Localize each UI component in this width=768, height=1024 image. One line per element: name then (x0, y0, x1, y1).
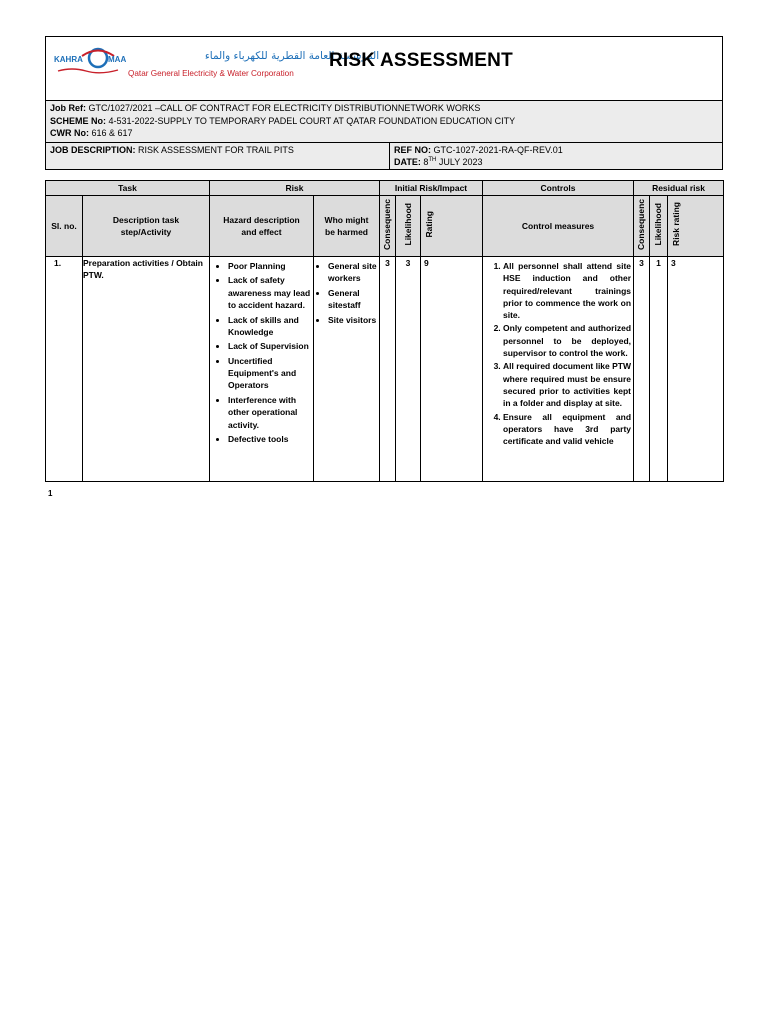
col-description: Description task step/Activity (83, 196, 210, 257)
col-hazard: Hazard description and effect (210, 196, 314, 257)
document-header (45, 36, 723, 170)
col-res-rating-label: Risk rating (671, 202, 682, 247)
group-task: Task (46, 181, 210, 196)
date-rest: JULY 2023 (436, 156, 483, 167)
col-consequence-label: Consequenc (382, 198, 393, 250)
hazard-item: • Lack of safety awareness may lead to accident hazard. (228, 274, 313, 311)
ref-no-label: REF NO: (394, 144, 431, 155)
row-likelihood: 3 (396, 257, 421, 482)
row-description: Preparation activities / Obtain PTW. (83, 257, 210, 482)
job-ref-value: GTC/1027/2021 –CALL OF CONTRACT FOR ELECTRICITY DISTRIBUTIONNETWORK WORKS (86, 103, 481, 113)
hazard-item: • Poor Planning (228, 260, 313, 272)
row-consequence: 3 (380, 257, 396, 482)
table-group-header-row (46, 181, 724, 196)
control-measure-list (483, 260, 633, 447)
row-who-harmed (314, 257, 380, 482)
hazard-item: • Lack of Supervision (228, 340, 313, 352)
job-description-label: JOB DESCRIPTION: (50, 144, 136, 155)
logo-arabic-name: المؤسسة العامة القطرية للكهرباء والماء (204, 50, 380, 62)
table-row (46, 257, 724, 482)
group-initial-risk: Initial Risk/Impact (380, 181, 483, 196)
col-consequence (380, 196, 396, 257)
group-controls: Controls (483, 181, 634, 196)
who-harmed-list (314, 260, 379, 326)
date-day: 8 (420, 156, 429, 167)
group-risk: Risk (210, 181, 380, 196)
col-rating (421, 196, 483, 257)
job-ref-label: Job Ref: (50, 103, 86, 113)
control-measure-item: 2. Only competent and authorized personnel to be deployed, supervisor to control the work. (503, 322, 631, 359)
control-measure-item: 1. All personnel shall attend site HSE induction and other required/relevant trainings prior to commence the work on site. (503, 260, 631, 321)
job-description-cell (46, 143, 390, 169)
col-sl-no: Sl. no. (46, 196, 83, 257)
who-harmed-item: • General site workers (328, 260, 379, 285)
job-ref-line (50, 102, 718, 115)
risk-assessment-table (45, 180, 724, 482)
scheme-value: 4-531-2022-SUPPLY TO TEMPORARY PADEL COURT AT QATAR FOUNDATION EDUCATION CITY (106, 115, 516, 126)
hazard-item: • Defective tools (228, 433, 313, 445)
col-res-likelihood-label: Likelihood (653, 203, 664, 246)
page-number: 1 (48, 489, 53, 498)
col-res-consequence-label: Consequenc (636, 198, 647, 250)
row-sl-no: 1. (46, 257, 83, 482)
hazard-item: • Lack of skills and Knowledge (228, 314, 313, 339)
logo-brand-right: MAA (108, 55, 127, 64)
job-description-row (46, 143, 722, 169)
logo-english-name: Qatar General Electricity & Water Corporation (128, 69, 294, 78)
row-res-rating: 3 (668, 257, 724, 482)
col-res-rating (668, 196, 724, 257)
cwr-line (50, 127, 718, 140)
ref-no-value: GTC-1027-2021-RA-QF-REV.01 (431, 144, 563, 155)
header-title-row (46, 37, 722, 101)
who-harmed-item: • Site visitors (328, 314, 379, 326)
date-label: DATE: (394, 156, 421, 167)
who-harmed-item: • General sitestaff (328, 287, 379, 312)
col-likelihood (396, 196, 421, 257)
job-info-block (46, 101, 722, 143)
group-residual-risk: Residual risk (634, 181, 724, 196)
cwr-label: CWR No: (50, 128, 89, 138)
logo-brand-left: KAHRA (54, 55, 83, 64)
scheme-line (50, 115, 718, 128)
ref-no-line (394, 144, 718, 156)
document-title: RISK ASSESSMENT (329, 50, 513, 71)
col-res-consequence (634, 196, 650, 257)
reference-cell (390, 143, 722, 169)
control-measure-item: 3. All required document like PTW where required must be ensure secured prior to activities kept in a folder and display at site. (503, 360, 631, 409)
date-suffix: TH (428, 156, 437, 163)
hazard-list (210, 260, 313, 445)
logo-brand-mark (54, 49, 126, 73)
hazard-item: • Interference with other operational activity. (228, 394, 313, 431)
col-res-likelihood (650, 196, 668, 257)
control-measure-item: 4. Ensure all equipment and operators have 3rd party certificate and valid vehicle (503, 411, 631, 448)
row-control-measures (483, 257, 634, 482)
col-control-measures: Control measures (483, 196, 634, 257)
cwr-value: 616 & 617 (89, 128, 133, 138)
row-res-likelihood: 1 (650, 257, 668, 482)
table-column-header-row (46, 196, 724, 257)
row-rating: 9 (421, 257, 483, 482)
date-line (394, 156, 718, 168)
row-res-consequence: 3 (634, 257, 650, 482)
row-hazards (210, 257, 314, 482)
kahramaa-logo (52, 47, 380, 81)
scheme-label: SCHEME No: (50, 115, 106, 126)
hazard-item: • Uncertified Equipment's and Operators (228, 355, 313, 392)
col-likelihood-label: Likelihood (402, 203, 413, 246)
col-rating-label: Rating (424, 211, 434, 238)
job-description-value: RISK ASSESSMENT FOR TRAIL PITS (135, 144, 294, 155)
col-who-harmed: Who might be harmed (314, 196, 380, 257)
